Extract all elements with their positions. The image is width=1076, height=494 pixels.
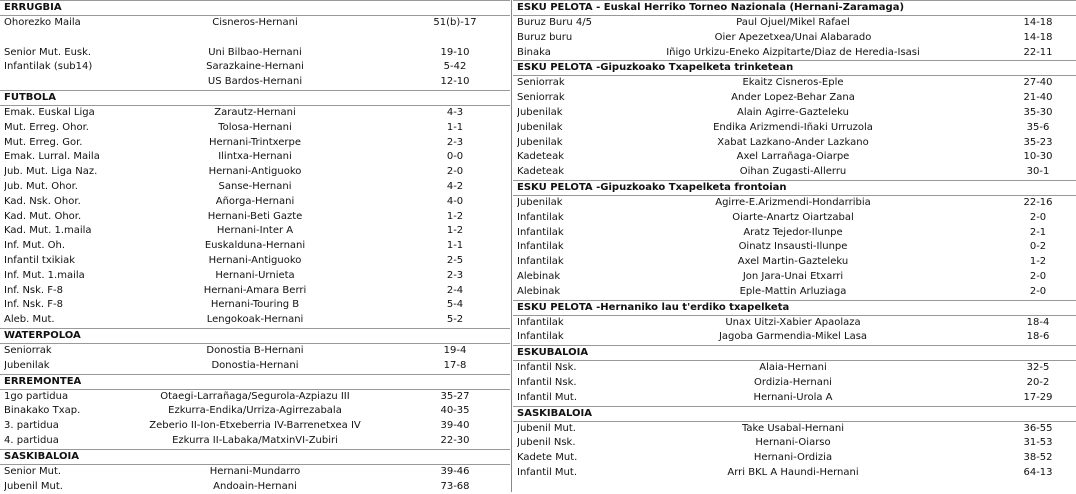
result-row bbox=[0, 284, 510, 299]
result-row bbox=[0, 180, 510, 195]
result-row bbox=[0, 313, 510, 328]
match-cell: Ezkurra II-Labaka/MatxinVI-Zubiri bbox=[172, 434, 338, 446]
result-row bbox=[0, 344, 510, 359]
score-cell: 5-42 bbox=[443, 61, 467, 73]
score-cell: 22-16 bbox=[1023, 196, 1053, 208]
score-cell: 32-5 bbox=[1026, 362, 1050, 374]
result-row bbox=[513, 451, 1076, 466]
result-row bbox=[513, 196, 1076, 211]
left-results-column bbox=[0, 0, 510, 494]
category-cell: Binaka bbox=[517, 46, 551, 58]
sport-section bbox=[0, 449, 510, 494]
match-cell: Donostia-Hernani bbox=[211, 359, 299, 371]
result-row bbox=[0, 150, 510, 165]
category-cell: Jubenilak bbox=[517, 196, 563, 208]
category-cell: Infantilak bbox=[517, 331, 564, 343]
score-cell: 31-53 bbox=[1023, 437, 1053, 449]
score-cell: 27-40 bbox=[1023, 77, 1053, 89]
score-cell: 38-52 bbox=[1023, 452, 1053, 464]
result-row bbox=[513, 255, 1076, 270]
category-cell: Ohorezko Maila bbox=[4, 17, 81, 28]
match-cell: Hernani-Antiguoko bbox=[208, 166, 302, 178]
category-cell: Kad. Mut. Ohor. bbox=[4, 210, 82, 222]
result-row bbox=[0, 419, 510, 434]
score-cell: 39-46 bbox=[440, 465, 470, 477]
match-cell: Hernani-Beti Gazte bbox=[207, 210, 303, 222]
category-cell: Jubenilak bbox=[517, 121, 563, 133]
category-cell: Infantilak bbox=[517, 316, 564, 328]
match-cell: Ordizia-Hernani bbox=[754, 376, 832, 388]
score-cell: 64-13 bbox=[1023, 466, 1053, 478]
match-cell: Oihan Zugasti-Allerru bbox=[739, 166, 847, 178]
match-cell: Ilintxa-Hernani bbox=[218, 151, 292, 163]
category-cell: Seniorrak bbox=[4, 344, 52, 356]
score-cell: 17-29 bbox=[1023, 391, 1053, 403]
right-results-column bbox=[513, 0, 1076, 481]
result-row bbox=[0, 224, 510, 239]
section-title: ERREMONTEA bbox=[0, 374, 510, 390]
category-cell: Kadeteak bbox=[517, 166, 565, 178]
score-cell: 4-2 bbox=[446, 180, 464, 192]
result-row bbox=[0, 136, 510, 151]
category-cell: Buruz buru bbox=[517, 31, 573, 43]
category-cell: Kad. Mut. 1.maila bbox=[4, 225, 92, 237]
sport-section bbox=[513, 0, 1076, 60]
match-cell: Xabat Lazkano-Ander Lazkano bbox=[717, 136, 869, 148]
category-cell: Infantilak bbox=[517, 211, 564, 223]
match-cell: Agirre-E.Arizmendi-Hondarribia bbox=[715, 196, 871, 208]
match-cell: Endika Arizmendi-Iñaki Urruzola bbox=[713, 121, 873, 133]
match-cell: Hernani-Touring B bbox=[210, 299, 300, 311]
score-cell: 35-6 bbox=[1026, 121, 1050, 133]
category-cell: Aleb. Mut. bbox=[4, 314, 55, 326]
result-row bbox=[0, 390, 510, 405]
result-row bbox=[513, 330, 1076, 345]
score-cell: 2-0 bbox=[1029, 270, 1047, 282]
category-cell: Senior Mut. Eusk. bbox=[4, 46, 92, 58]
category-cell: Jubenil Nsk. bbox=[517, 437, 576, 449]
score-cell: 5-2 bbox=[446, 314, 464, 326]
result-row bbox=[513, 376, 1076, 391]
sport-section bbox=[0, 90, 510, 328]
sport-section bbox=[513, 180, 1076, 300]
score-cell: 5-4 bbox=[446, 299, 464, 311]
category-cell: Infantilak bbox=[517, 256, 564, 268]
result-row bbox=[513, 121, 1076, 136]
category-cell: Infantil txikiak bbox=[4, 254, 76, 266]
match-cell: Hernani-Urola A bbox=[753, 391, 833, 403]
result-row bbox=[513, 240, 1076, 255]
result-row bbox=[0, 269, 510, 284]
score-cell: 19-4 bbox=[443, 344, 467, 356]
result-row bbox=[513, 226, 1076, 241]
section-title: ESKU PELOTA -Gipuzkoako Txapelketa trinketean bbox=[513, 60, 1076, 76]
category-cell: Seniorrak bbox=[517, 92, 565, 104]
score-cell: 2-0 bbox=[1029, 211, 1047, 223]
category-cell: 3. partidua bbox=[4, 420, 59, 432]
category-cell: Jub. Mut. Liga Naz. bbox=[4, 166, 98, 178]
result-row bbox=[513, 285, 1076, 300]
match-cell: Hernani-Amara Berri bbox=[203, 284, 307, 296]
score-cell: 1-1 bbox=[446, 121, 464, 133]
match-cell: Zarautz-Hernani bbox=[214, 106, 296, 118]
result-row bbox=[513, 270, 1076, 285]
result-row bbox=[0, 121, 510, 136]
match-cell: Hernani-Urnieta bbox=[215, 269, 295, 281]
score-cell: 20-2 bbox=[1026, 376, 1050, 388]
match-cell: Lengokoak-Hernani bbox=[206, 314, 304, 326]
section-title: ESKU PELOTA -Hernaniko lau t'erdiko txapelketa bbox=[513, 300, 1076, 316]
match-cell: Otaegi-Larrañaga/Segurola-Azpiazu III bbox=[160, 390, 350, 402]
result-row bbox=[513, 76, 1076, 91]
category-cell: Mut. Erreg. Ohor. bbox=[4, 121, 89, 133]
result-row bbox=[513, 436, 1076, 451]
result-row bbox=[513, 466, 1076, 481]
category-cell: Infantil Mut. bbox=[517, 466, 577, 478]
category-cell: Inf. Nsk. F-8 bbox=[4, 299, 63, 311]
category-cell: Infantilak bbox=[517, 226, 564, 238]
section-title: ESKU PELOTA -Gipuzkoako Txapelketa frontoian bbox=[513, 180, 1076, 196]
category-cell: Infantilak (sub14) bbox=[4, 61, 93, 73]
result-row bbox=[0, 359, 510, 374]
match-cell: Alain Agirre-Gazteleku bbox=[737, 106, 849, 118]
match-cell: Ezkurra-Endika/Urriza-Agirrezabala bbox=[168, 405, 342, 417]
score-cell: 1-1 bbox=[446, 240, 464, 252]
match-cell: US Bardos-Hernani bbox=[207, 76, 303, 88]
score-cell: 36-55 bbox=[1023, 422, 1053, 434]
score-cell: 30-1 bbox=[1026, 166, 1050, 178]
column-divider bbox=[511, 0, 512, 492]
result-row bbox=[513, 422, 1076, 437]
score-cell: 2-3 bbox=[446, 136, 464, 148]
result-row bbox=[513, 106, 1076, 121]
score-cell: 17-8 bbox=[443, 359, 467, 371]
result-row bbox=[0, 434, 510, 449]
score-cell: 51(b)-17 bbox=[433, 17, 477, 28]
result-row bbox=[513, 316, 1076, 331]
category-cell: Jubenilak bbox=[4, 359, 50, 371]
category-cell: Emak. Euskal Liga bbox=[4, 106, 95, 118]
match-cell: Oinatz Insausti-Ilunpe bbox=[738, 241, 848, 253]
category-cell: Inf. Mut. 1.maila bbox=[4, 269, 85, 281]
section-title: SASKIBALOIA bbox=[513, 406, 1076, 422]
result-row bbox=[0, 106, 510, 121]
score-cell: 2-0 bbox=[446, 166, 464, 178]
category-cell: Jubenilak bbox=[517, 106, 563, 118]
match-cell: Take Usabal-Hernani bbox=[741, 422, 845, 434]
sport-section bbox=[0, 328, 510, 374]
result-row bbox=[0, 465, 510, 480]
score-cell: 22-30 bbox=[440, 434, 470, 446]
score-cell: 10-30 bbox=[1023, 151, 1053, 163]
sport-section bbox=[0, 0, 510, 90]
category-cell: Infantil Mut. bbox=[517, 391, 577, 403]
section-title: SASKIBALOIA bbox=[0, 449, 510, 465]
result-row bbox=[513, 150, 1076, 165]
result-row bbox=[513, 136, 1076, 151]
match-cell: Hernani-Inter A bbox=[216, 225, 294, 237]
category-cell: Kad. Nsk. Ohor. bbox=[4, 195, 81, 207]
sport-section bbox=[0, 374, 510, 449]
match-cell: Zeberio II-Ion-Etxeberria IV-Barrenetxea IV bbox=[149, 420, 361, 432]
match-cell: Iñigo Urkizu-Eneko Aizpitarte/Diaz de Heredia-Isasi bbox=[666, 46, 920, 58]
score-cell: 14-18 bbox=[1023, 31, 1053, 43]
category-cell: Alebinak bbox=[517, 285, 561, 297]
score-cell: 12-10 bbox=[440, 76, 470, 88]
score-cell: 18-6 bbox=[1026, 331, 1050, 343]
score-cell: 35-23 bbox=[1023, 136, 1053, 148]
score-cell: 2-0 bbox=[1029, 285, 1047, 297]
match-cell: Euskalduna-Hernani bbox=[204, 240, 306, 252]
match-cell: Jagoba Garmendia-Mikel Lasa bbox=[718, 331, 868, 343]
score-cell: 22-11 bbox=[1023, 46, 1053, 58]
category-cell: Emak. Lurral. Maila bbox=[4, 151, 100, 163]
match-cell: Sarazkaine-Hernani bbox=[206, 61, 304, 73]
match-cell: Cisneros-Hernani bbox=[212, 17, 298, 28]
sport-section bbox=[513, 60, 1076, 180]
category-cell: 4. partidua bbox=[4, 434, 59, 446]
category-cell: Kadeteak bbox=[517, 151, 565, 163]
score-cell: 1-2 bbox=[446, 210, 464, 222]
result-row bbox=[0, 31, 510, 46]
category-cell: Jub. Mut. Ohor. bbox=[4, 180, 78, 192]
category-cell: Mut. Erreg. Gor. bbox=[4, 136, 83, 148]
category-cell: Alebinak bbox=[517, 270, 561, 282]
sport-section bbox=[513, 406, 1076, 481]
category-cell: Buruz Buru 4/5 bbox=[517, 17, 592, 28]
match-cell: Arri BKL A Haundi-Hernani bbox=[727, 466, 859, 478]
score-cell: 40-35 bbox=[440, 405, 470, 417]
score-cell: 39-40 bbox=[440, 420, 470, 432]
score-cell: 2-4 bbox=[446, 284, 464, 296]
result-row bbox=[513, 91, 1076, 106]
match-cell: Unax Uitzi-Xabier Apaolaza bbox=[725, 316, 861, 328]
match-cell: Aratz Tejedor-Ilunpe bbox=[743, 226, 843, 238]
result-row bbox=[513, 211, 1076, 226]
score-cell: 2-5 bbox=[446, 254, 464, 266]
match-cell: Sanse-Hernani bbox=[218, 180, 292, 192]
category-cell: 1go partidua bbox=[4, 390, 69, 402]
score-cell: 35-27 bbox=[440, 390, 470, 402]
score-cell: 4-0 bbox=[446, 195, 464, 207]
match-cell: Paul Ojuel/Mikel Rafael bbox=[736, 17, 850, 28]
match-cell: Añorga-Hernani bbox=[215, 195, 295, 207]
category-cell: Infantil Nsk. bbox=[517, 362, 577, 374]
score-cell: 2-3 bbox=[446, 269, 464, 281]
result-row bbox=[513, 391, 1076, 406]
match-cell: Hernani-Ordizia bbox=[753, 452, 833, 464]
category-cell: Kadete Mut. bbox=[517, 452, 578, 464]
result-row bbox=[0, 239, 510, 254]
category-cell: Jubenil Mut. bbox=[517, 422, 576, 434]
match-cell: Hernani-Oiarso bbox=[755, 437, 831, 449]
section-title: WATERPOLOA bbox=[0, 328, 510, 344]
match-cell: Donostia B-Hernani bbox=[206, 344, 304, 356]
match-cell: Alaia-Hernani bbox=[759, 362, 827, 374]
score-cell: 1-2 bbox=[1029, 256, 1047, 268]
match-cell: Axel Martin-Gazteleku bbox=[737, 256, 849, 268]
match-cell: Oiarte-Anartz Oiartzabal bbox=[732, 211, 854, 223]
score-cell: 35-30 bbox=[1023, 106, 1053, 118]
result-row bbox=[513, 165, 1076, 180]
category-cell: Infantilak bbox=[517, 241, 564, 253]
section-title: ESKUBALOIA bbox=[513, 345, 1076, 361]
match-cell: Ekaitz Cisneros-Eple bbox=[742, 77, 844, 89]
match-cell: Uni Bilbao-Hernani bbox=[208, 46, 302, 58]
section-title: FUTBOLA bbox=[0, 90, 510, 106]
sport-section bbox=[513, 345, 1076, 405]
result-row bbox=[513, 361, 1076, 376]
result-row bbox=[0, 298, 510, 313]
category-cell: Senior Mut. bbox=[4, 465, 62, 477]
result-row bbox=[0, 195, 510, 210]
result-row bbox=[513, 31, 1076, 46]
score-cell: 2-1 bbox=[1029, 226, 1047, 238]
result-row bbox=[0, 210, 510, 225]
result-row bbox=[0, 75, 510, 90]
match-cell: Eple-Mattin Arluziaga bbox=[739, 285, 847, 297]
match-cell: Jon Jara-Unai Etxarri bbox=[742, 270, 844, 282]
category-cell: Jubenilak bbox=[517, 136, 563, 148]
match-cell: Oier Apezetxea/Unai Alabarado bbox=[714, 31, 872, 43]
category-cell: Binakako Txap. bbox=[4, 405, 81, 417]
result-row bbox=[0, 46, 510, 61]
score-cell: 19-10 bbox=[440, 46, 470, 58]
category-cell: Inf. Nsk. F-8 bbox=[4, 284, 63, 296]
score-cell: 14-18 bbox=[1023, 17, 1053, 28]
category-cell: Inf. Mut. Oh. bbox=[4, 240, 66, 252]
section-title: ERRUGBIA bbox=[0, 0, 510, 16]
match-cell: Andoain-Hernani bbox=[213, 480, 297, 492]
result-row bbox=[0, 254, 510, 269]
score-cell: 0-2 bbox=[1029, 241, 1047, 253]
score-cell: 1-2 bbox=[446, 225, 464, 237]
category-cell: Infantil Nsk. bbox=[517, 376, 577, 388]
result-row bbox=[0, 165, 510, 180]
category-cell: Jubenil Mut. bbox=[4, 480, 63, 492]
section-title: ESKU PELOTA - Euskal Herriko Torneo Nazionala (Hernani-Zaramaga) bbox=[513, 0, 1076, 16]
result-row bbox=[0, 16, 510, 31]
score-cell: 4-3 bbox=[446, 106, 464, 118]
score-cell: 21-40 bbox=[1023, 92, 1053, 104]
score-cell: 18-4 bbox=[1026, 316, 1050, 328]
category-cell: Seniorrak bbox=[517, 77, 565, 89]
match-cell: Hernani-Antiguoko bbox=[208, 254, 302, 266]
result-row bbox=[0, 60, 510, 75]
match-cell: Axel Larrañaga-Oiarpe bbox=[736, 151, 850, 163]
match-cell: Ander Lopez-Behar Zana bbox=[731, 92, 855, 104]
match-cell: Tolosa-Hernani bbox=[218, 121, 292, 133]
match-cell: Hernani-Mundarro bbox=[209, 465, 301, 477]
match-cell: Hernani-Trintxerpe bbox=[208, 136, 302, 148]
result-row bbox=[513, 16, 1076, 31]
score-cell: 73-68 bbox=[440, 480, 470, 492]
score-cell: 0-0 bbox=[446, 151, 464, 163]
sport-section bbox=[513, 300, 1076, 346]
result-row bbox=[0, 404, 510, 419]
result-row bbox=[513, 46, 1076, 61]
